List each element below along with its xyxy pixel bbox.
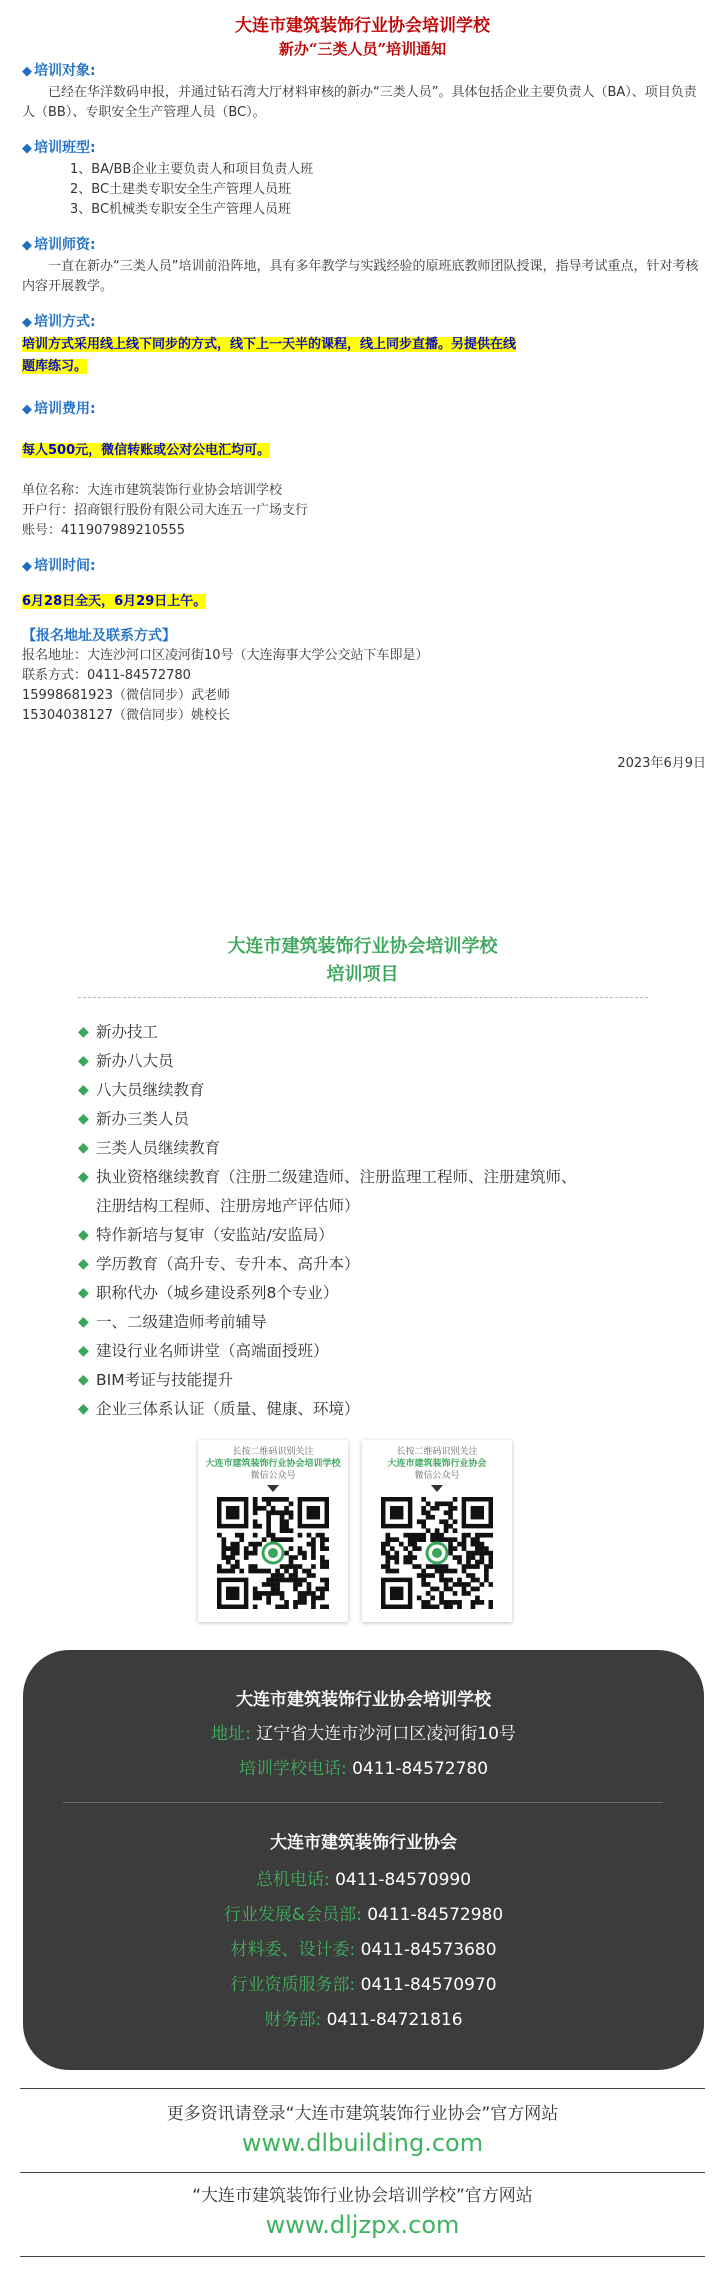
footer-divider-bottom <box>20 2256 705 2257</box>
green-diamond-icon: ◆ <box>78 1372 89 1388</box>
green-diamond-icon: ◆ <box>78 1111 89 1127</box>
training-project-label: 八大员继续教育 <box>96 1081 205 1099</box>
section-target-heading: ◆ 培训对象: <box>22 63 96 79</box>
method-highlight-line1: 培训方式采用线上线下同步的方式，线下上一天半的课程，线上同步直播。另提供在线 <box>22 337 517 352</box>
fee-highlight: 每人500元，微信转账或公对公电汇均可。 <box>22 443 271 458</box>
diamond-bullet-icon: ◆ <box>22 238 32 253</box>
section-target-text: 已经在华洋数码申报，并通过钻石湾大厅材料审核的新办“三类人员”。具体包括企业主要负责人（BA）、项目负责人（BB）、专职安全生产管理人员（BC）。 <box>22 85 697 120</box>
contact-card-address: 地址: 辽宁省大连市沙河口区凌河街10号 <box>211 1724 516 1744</box>
section-method-text <box>22 334 708 378</box>
arrow-down-icon <box>267 1485 279 1492</box>
training-project-item <box>78 1018 678 1047</box>
green-diamond-icon: ◆ <box>78 1314 89 1330</box>
diamond-bullet-icon: ◆ <box>22 402 32 417</box>
contact-card-line: 材料委、设计委: 0411-84573680 <box>230 1940 497 1960</box>
footer-divider-top <box>20 2088 705 2089</box>
promo-title <box>0 933 725 989</box>
contact-card-line: 行业资质服务部: 0411-84570970 <box>230 1975 497 1995</box>
training-project-item <box>78 1395 678 1424</box>
training-project-item <box>78 1192 678 1221</box>
footer-link-assoc[interactable]: www.dlbuilding.com <box>241 2129 484 2157</box>
training-project-item <box>78 1134 678 1163</box>
promo-title-school: 大连市建筑装饰行业协会培训学校 <box>227 936 498 957</box>
contact-heading: 【报名地址及联系方式】 <box>22 628 176 644</box>
page-title: 大连市建筑装饰行业协会培训学校 <box>235 16 490 36</box>
contact-card-school-name: 大连市建筑装饰行业协会培训学校 <box>236 1690 491 1710</box>
fee-bank: 开户行：招商银行股份有限公司大连五一广场支行 <box>22 503 309 518</box>
training-project-item <box>78 1163 678 1192</box>
fee-account: 账号：411907989210555 <box>22 523 186 538</box>
green-diamond-icon: ◆ <box>78 1256 89 1272</box>
contact-teacher-wu: 15998681923（微信同步）武老师 <box>22 688 230 703</box>
training-project-item <box>78 1105 678 1134</box>
class-item: 3、BC机械类专职安全生产管理人员班 <box>70 202 292 217</box>
qr-code-icon[interactable] <box>381 1497 493 1609</box>
footer-link-school[interactable]: www.dljzpx.com <box>265 2211 460 2239</box>
section-classes-heading: ◆ 培训班型: <box>22 140 96 156</box>
qr-code-icon[interactable] <box>217 1497 329 1609</box>
qr-hint: 长按二维码识别关注 <box>396 1447 478 1457</box>
section-method-heading: ◆ 培训方式: <box>22 314 96 330</box>
training-project-label: 建设行业名师讲堂（高端面授班） <box>96 1342 329 1360</box>
qr-account-name: 大连市建筑装饰行业协会培训学校 <box>205 1459 341 1469</box>
contact-card-divider <box>63 1802 663 1803</box>
contact-address: 报名地址：大连沙河口区凌河街10号（大连海事大学公交站下车即是） <box>22 648 429 663</box>
training-project-label: 新办技工 <box>96 1023 159 1041</box>
green-diamond-icon: ◆ <box>78 1024 89 1040</box>
contact-card-assoc-name: 大连市建筑装饰行业协会 <box>270 1833 457 1853</box>
training-project-label: 三类人员继续教育 <box>96 1139 221 1157</box>
class-item: 1、BA/BB企业主要负责人和项目负责人班 <box>70 162 314 177</box>
training-project-item <box>78 1250 678 1279</box>
section-teachers-text: 一直在新办“三类人员”培训前沿阵地，具有多年教学与实践经验的原班底教师团队授课，指导考试重点，针对考核内容开展教学。 <box>22 259 699 294</box>
green-diamond-icon: ◆ <box>78 1227 89 1243</box>
class-item: 2、BC土建类专职安全生产管理人员班 <box>70 182 292 197</box>
contact-card-school-phone: 培训学校电话: 0411-84572780 <box>238 1759 489 1779</box>
arrow-down-icon <box>431 1485 443 1492</box>
qr-card-school <box>198 1440 348 1622</box>
diamond-bullet-icon: ◆ <box>22 141 32 156</box>
training-project-label: 执业资格继续教育（注册二级建造师、注册监理工程师、注册建筑师、 <box>96 1168 577 1186</box>
promo-title-projects: 培训项目 <box>326 964 399 985</box>
training-project-item <box>78 1047 678 1076</box>
qr-hint: 长按二维码识别关注 <box>232 1447 314 1457</box>
qr-card-association <box>362 1440 512 1622</box>
footer-text-assoc: 更多资讯请登录“大连市建筑装饰行业协会”官方网站 <box>166 2104 559 2124</box>
training-project-label: 一、二级建造师考前辅导 <box>96 1313 267 1331</box>
training-project-item <box>78 1366 678 1395</box>
training-project-item <box>78 1308 678 1337</box>
training-project-label: 企业三体系认证（质量、健康、环境） <box>96 1400 360 1418</box>
qr-account-type: 微信公众号 <box>414 1471 460 1481</box>
training-project-label: 职称代办（城乡建设系列8个专业） <box>96 1284 339 1302</box>
footer-divider-middle <box>20 2172 705 2173</box>
diamond-bullet-icon: ◆ <box>22 559 32 574</box>
contact-card-line: 财务部: 0411-84721816 <box>264 2010 463 2030</box>
qr-account-type: 微信公众号 <box>250 1471 296 1481</box>
training-project-label: 新办三类人员 <box>96 1110 190 1128</box>
training-project-label: BIM考证与技能提升 <box>96 1371 234 1389</box>
notice-body <box>22 60 708 774</box>
footer-text-school: “大连市建筑装饰行业协会培训学校”官方网站 <box>192 2186 533 2206</box>
training-project-item <box>78 1279 678 1308</box>
green-diamond-icon: ◆ <box>78 1401 89 1417</box>
section-fee-heading: ◆ 培训费用: <box>22 401 96 417</box>
contact-card-line: 总机电话: 0411-84570990 <box>255 1870 472 1890</box>
green-diamond-icon: ◆ <box>78 1343 89 1359</box>
training-project-label: 学历教育（高升专、专升本、高升本） <box>96 1255 360 1273</box>
training-project-item <box>78 1337 678 1366</box>
green-diamond-icon: ◆ <box>78 1140 89 1156</box>
contact-card <box>23 1650 704 2070</box>
training-project-label: 新办八大员 <box>96 1052 174 1070</box>
contact-principal-yao: 15304038127（微信同步）姚校长 <box>22 708 230 723</box>
method-highlight-line2: 题库练习。 <box>22 359 88 374</box>
green-diamond-icon: ◆ <box>78 1082 89 1098</box>
training-project-item <box>78 1221 678 1250</box>
time-highlight: 6月28日全天，6月29日上午。 <box>22 594 207 609</box>
diamond-bullet-icon: ◆ <box>22 315 32 330</box>
promo-divider <box>78 997 648 998</box>
training-project-item <box>78 1076 678 1105</box>
green-diamond-icon: ◆ <box>78 1285 89 1301</box>
page-subtitle: 新办“三类人员”培训通知 <box>278 40 447 58</box>
contact-phone: 联系方式：0411-84572780 <box>22 668 191 683</box>
notice-title-block <box>0 14 725 60</box>
qr-account-name: 大连市建筑装饰行业协会 <box>387 1459 487 1469</box>
training-project-list <box>78 1018 678 1424</box>
green-diamond-icon: ◆ <box>78 1053 89 1069</box>
section-teachers-heading: ◆ 培训师资: <box>22 237 96 253</box>
section-time-heading: ◆ 培训时间: <box>22 558 96 574</box>
contact-card-line: 行业发展&会员部: 0411-84572980 <box>223 1905 504 1925</box>
green-diamond-icon: ◆ <box>78 1169 89 1185</box>
notice-date: 2023年6月9日 <box>617 756 706 771</box>
training-project-label: 注册结构工程师、注册房地产评估师） <box>96 1197 360 1215</box>
training-project-label: 特作新培与复审（安监站/安监局） <box>96 1226 334 1244</box>
diamond-bullet-icon: ◆ <box>22 64 32 79</box>
fee-unit-name: 单位名称：大连市建筑装饰行业协会培训学校 <box>22 483 283 498</box>
